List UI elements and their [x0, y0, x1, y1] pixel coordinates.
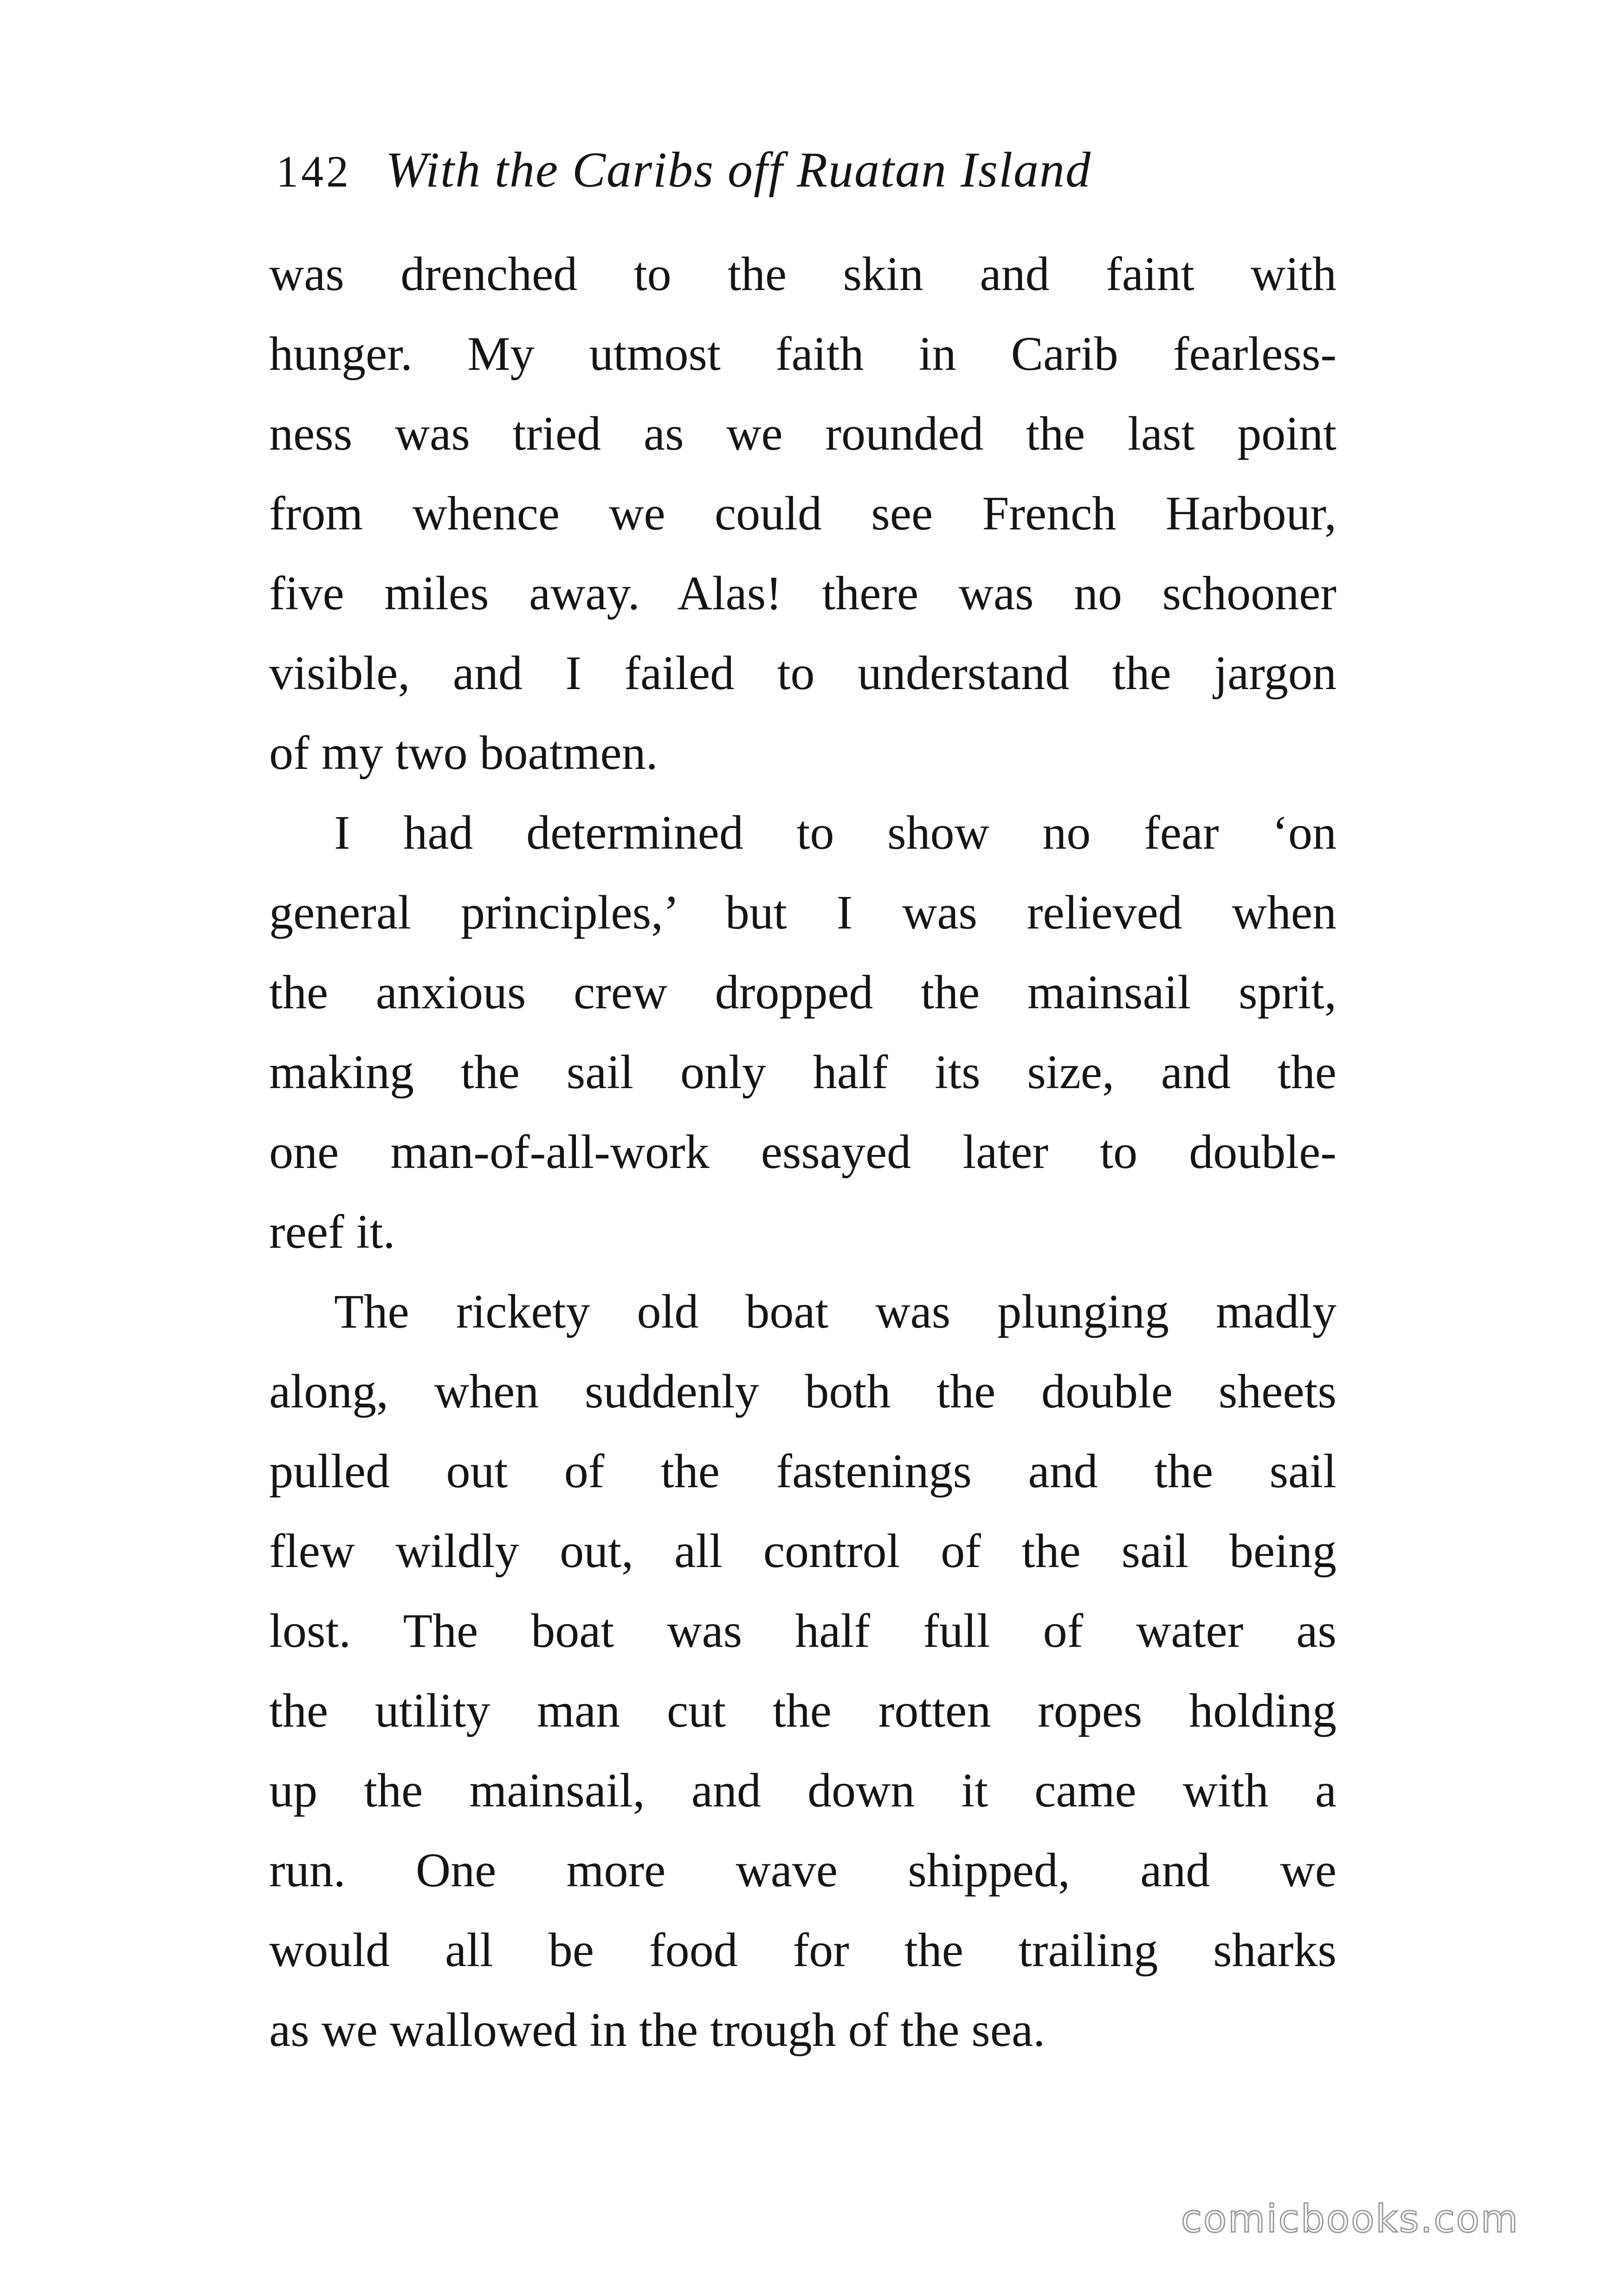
text-line: the utility man cut the rotten ropes holding	[269, 1684, 1336, 1737]
text-line: up the mainsail, and down it came with a	[269, 1764, 1336, 1817]
text-line: pulled out of the fastenings and the sail	[269, 1445, 1336, 1498]
body-text	[269, 234, 1336, 2070]
text-line: general principles,’ but I was relieved when	[269, 886, 1336, 939]
text-line: hunger. My utmost faith in Carib fearless-	[269, 327, 1336, 381]
text-line: flew wildly out, all control of the sail being	[269, 1524, 1336, 1578]
text-line: run. One more wave shipped, and we	[269, 1844, 1336, 1897]
running-title: With the Caribs off Ruatan Island	[386, 142, 1092, 198]
text-line: lost. The boat was half full of water as	[269, 1604, 1336, 1658]
page-number: 142	[276, 147, 351, 196]
text-line: the anxious crew dropped the mainsail sprit,	[269, 966, 1336, 1019]
text-line: making the sail only half its size, and the	[269, 1045, 1336, 1099]
watermark: comicbooks.com	[1181, 2197, 1519, 2241]
text-line: ness was tried as we rounded the last point	[269, 407, 1336, 460]
text-line: as we wallowed in the trough of the sea.	[269, 2003, 1046, 2057]
text-line: from whence we could see French Harbour,	[269, 487, 1336, 540]
text-line: five miles away. Alas! there was no schooner	[269, 567, 1336, 620]
text-line: I had determined to show no fear ‘on	[334, 806, 1336, 859]
text-line: of my two boatmen.	[269, 726, 658, 780]
text-line: reef it.	[269, 1205, 395, 1258]
text-line: one man-of-all-work essayed later to double-	[269, 1125, 1336, 1179]
page-header	[276, 142, 1091, 206]
text-line: was drenched to the skin and faint with	[269, 247, 1336, 301]
text-line: would all be food for the trailing sharks	[269, 1923, 1336, 1977]
text-line: along, when suddenly both the double sheets	[269, 1365, 1336, 1418]
text-line: The rickety old boat was plunging madly	[334, 1285, 1336, 1338]
text-line: visible, and I failed to understand the jargon	[269, 646, 1336, 700]
